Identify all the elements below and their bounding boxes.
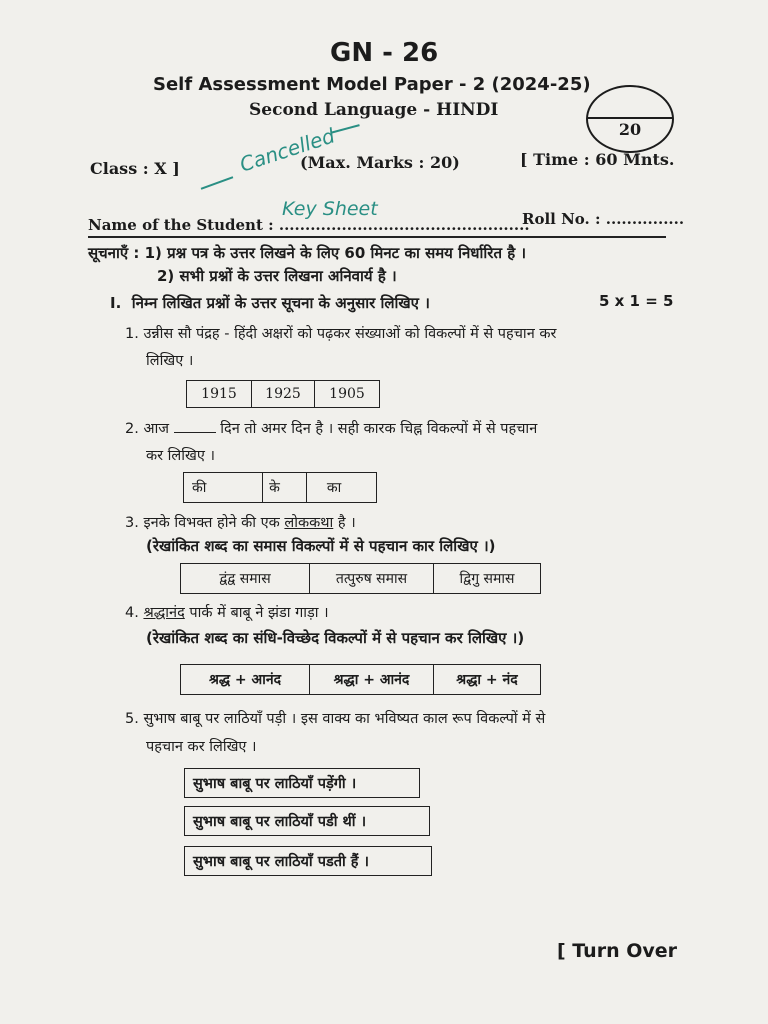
question-text: सुभाष बाबू पर लाठियाँ पड़ी । इस वाक्य का भविष्यत काल रूप विकल्पों में से bbox=[143, 711, 546, 727]
option: द्विगु समास bbox=[459, 571, 515, 587]
handwritten-stroke bbox=[330, 124, 359, 134]
question-text: इनके विभक्त होने की एक bbox=[143, 515, 280, 531]
options-row bbox=[183, 472, 377, 503]
option: तत्पुरुष समास bbox=[310, 564, 434, 593]
question-text: पार्क में बाबू ने झंडा गाड़ा । bbox=[189, 605, 329, 621]
total-marks: 20 bbox=[618, 120, 642, 139]
options-row bbox=[180, 563, 541, 594]
handwritten-key-sheet: Key Sheet bbox=[282, 198, 378, 220]
option: सुभाष बाबू पर लाठियाँ पडी थीं । bbox=[184, 806, 430, 836]
section-heading bbox=[110, 293, 430, 313]
question-text: है । bbox=[337, 515, 356, 531]
turn-over: [ Turn Over bbox=[557, 940, 678, 962]
handwritten-cancelled: Cancelled bbox=[236, 123, 338, 177]
option: सुभाष बाबू पर लाठियाँ पड़ेंगी । bbox=[184, 768, 420, 798]
question-text: आज bbox=[143, 421, 170, 437]
question-text-cont: लिखिए । bbox=[146, 353, 194, 369]
question-text: दिन तो अमर दिन है । सही कारक चिह्न विकल्पों में से पहचान bbox=[220, 421, 538, 437]
options-row bbox=[186, 380, 380, 408]
student-name-label: Name of the Student : ............... bbox=[88, 216, 358, 234]
option: 1925 bbox=[252, 381, 315, 407]
question-1 bbox=[125, 323, 556, 343]
section-marks: 5 x 1 = 5 bbox=[599, 292, 674, 310]
section-label: I. bbox=[110, 294, 122, 312]
option: के bbox=[263, 473, 307, 502]
question-3 bbox=[125, 512, 356, 532]
underlined-word: लोककथा bbox=[284, 515, 334, 531]
question-4 bbox=[125, 602, 329, 622]
option: श्रद्ध + आनंद bbox=[181, 665, 310, 694]
option: 1915 bbox=[187, 381, 252, 407]
option: श्रद्धा + आनंद bbox=[310, 665, 434, 694]
paper-subtitle: Second Language - HINDI bbox=[249, 100, 499, 120]
student-name-dots: ................................. bbox=[357, 216, 530, 234]
roll-number-field: Roll No. : ............... bbox=[522, 210, 685, 228]
time-label: [ Time : 60 Mnts. bbox=[520, 150, 675, 169]
option: द्वंद्व समास bbox=[181, 564, 310, 593]
class-label: Class : X ] bbox=[90, 159, 180, 178]
question-text-cont: पहचान कर लिखिए । bbox=[146, 739, 257, 755]
option: का bbox=[326, 480, 342, 496]
handwritten-stroke bbox=[201, 176, 234, 190]
question-2 bbox=[125, 418, 537, 438]
underlined-word: श्रद्धानंद bbox=[143, 605, 185, 621]
header-rule bbox=[88, 236, 666, 238]
section-instruction: निम्न लिखित प्रश्नों के उत्तर सूचना के अनुसार लिखिए । bbox=[131, 294, 430, 312]
paper-code: GN - 26 bbox=[330, 38, 439, 68]
question-note: (रेखांकित शब्द का संधि-विच्छेद विकल्पों में से पहचान कर लिखिए ।) bbox=[146, 629, 525, 647]
question-text-cont: कर लिखिए । bbox=[146, 448, 216, 464]
marks-oval-divider bbox=[588, 117, 672, 119]
question-note: (रेखांकित शब्द का समास विकल्पों में से पहचान कार लिखिए ।) bbox=[146, 537, 496, 555]
marks-oval bbox=[586, 85, 674, 153]
question-number: 3. bbox=[125, 515, 139, 531]
question-text: उन्नीस सौ पंद्रह - हिंदी अक्षरों को पढ़कर संख्याओं को विकल्पों में से पहचान कर bbox=[143, 326, 557, 342]
options-row bbox=[180, 664, 541, 695]
option: 1905 bbox=[329, 386, 365, 402]
question-number: 1. bbox=[125, 326, 139, 342]
question-5 bbox=[125, 708, 545, 728]
question-number: 5. bbox=[125, 711, 139, 727]
question-number: 2. bbox=[125, 421, 139, 437]
option: सुभाष बाबू पर लाठियाँ पडती हैं । bbox=[184, 846, 432, 876]
instruction-line-2: 2) सभी प्रश्नों के उत्तर लिखना अनिवार्य है । bbox=[157, 267, 397, 285]
blank bbox=[174, 432, 216, 433]
paper-title: Self Assessment Model Paper - 2 (2024-25) bbox=[153, 74, 591, 95]
option: की bbox=[184, 473, 263, 502]
option: श्रद्धा + नंद bbox=[456, 672, 518, 688]
max-marks: (Max. Marks : 20) bbox=[300, 153, 460, 172]
instruction-line-1: सूचनाएँ : 1) प्रश्न पत्र के उत्तर लिखने के लिए 60 मिनट का समय निर्धारित है । bbox=[88, 244, 527, 262]
question-number: 4. bbox=[125, 605, 139, 621]
